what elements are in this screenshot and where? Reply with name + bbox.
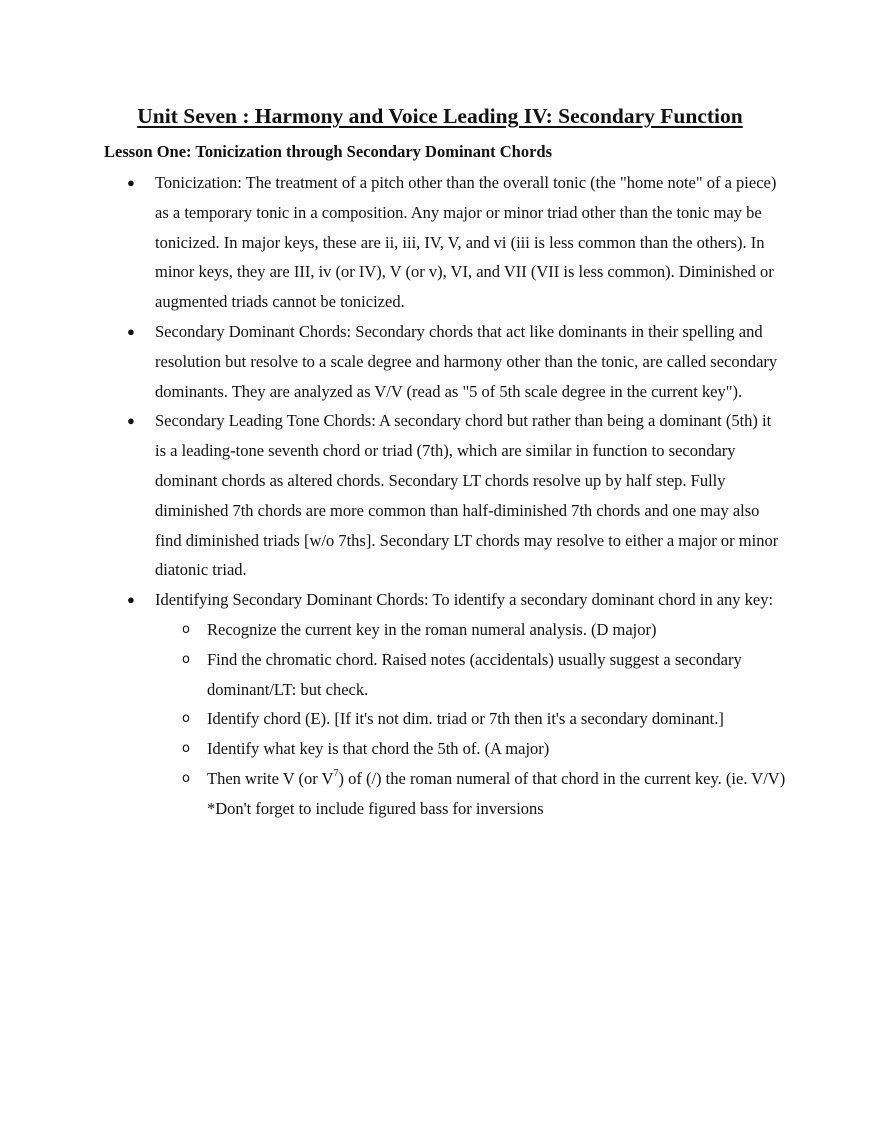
step-item	[155, 734, 787, 764]
bullet-list	[0, 168, 880, 824]
bullet-item-tonicization	[0, 168, 785, 317]
step-text: Identify what key is that chord the 5th of. (A major)	[207, 739, 550, 759]
bullet-item-secondary-dominant	[0, 317, 785, 406]
bullet-icon: ●	[127, 413, 135, 429]
steps-list	[155, 615, 785, 824]
bullet-icon: ●	[127, 592, 135, 608]
bullet-icon: ●	[127, 175, 135, 190]
step-text-before: Then write V (or V	[207, 768, 334, 788]
step-text: Recognize the current key in the roman numeral analysis. (D major)	[207, 619, 657, 639]
step-text-after: ) of (/) the roman numeral of that chord in the current key. (ie. V/V) *Don't forget to include figured bass for inversions	[207, 768, 786, 818]
bullet-text: Secondary Dominant Chords: Secondary chords that act like dominants in their spelling and resolution but resolve to a scale degree and harmony other than the tonic, are called secondary dominants. They are analyzed as V/V (read as "5 of 5th scale degree in the current key").	[155, 321, 778, 401]
step-item	[155, 704, 787, 734]
circle-bullet-icon: o	[182, 651, 190, 667]
bullet-item-secondary-leading-tone	[0, 406, 785, 585]
step-item	[155, 764, 787, 824]
superscript-seven: 7	[333, 768, 339, 780]
lesson-heading: Lesson One: Tonicization through Secondary Dominant Chords	[104, 142, 553, 161]
bullet-text: Secondary Leading Tone Chords: A secondary chord but rather than being a dominant (5th) it is a leading-tone seventh chord or triad (7th), which are similar in function to secondary dominant chords as altered chords. Secondary LT chords resolve up by half step. Fully diminished 7th chords are more common than half-diminished 7th chords and one may also find diminished triads [w/o 7ths]. Secondary LT chords may resolve to either a major or minor diatonic triad.	[155, 411, 779, 580]
bullet-text: Identifying Secondary Dominant Chords: To identify a secondary dominant chord in any key:	[155, 590, 774, 610]
bullet-item-identifying	[0, 585, 785, 823]
circle-bullet-icon: o	[182, 770, 190, 786]
bullet-text: Tonicization: The treatment of a pitch other than the overall tonic (the "home note" of a piece) as a temporary tonic in a composition. Any major or minor triad other than the tonic may be tonicized. In major keys, these are ii, iii, IV, V, and vi (iii is less common than the others). In minor keys, they are III, iv (or IV), V (or v), VI, and VII (VII is less common). Diminished or augmented triads cannot be tonicized.	[155, 173, 777, 312]
step-text	[207, 769, 785, 818]
bullet-icon: ●	[127, 323, 135, 339]
step-text: Identify chord (E). [If it's not dim. triad or 7th then it's a secondary dominant.]	[207, 709, 724, 729]
circle-bullet-icon: o	[182, 621, 190, 637]
page-title: Unit Seven : Harmony and Voice Leading IV: Secondary Function	[137, 104, 743, 128]
step-item	[155, 645, 787, 705]
circle-bullet-icon: o	[182, 711, 190, 727]
circle-bullet-icon: o	[182, 741, 190, 757]
step-item	[155, 615, 787, 645]
step-text: Find the chromatic chord. Raised notes (accidentals) usually suggest a secondary dominant/LT: but check.	[207, 649, 742, 699]
